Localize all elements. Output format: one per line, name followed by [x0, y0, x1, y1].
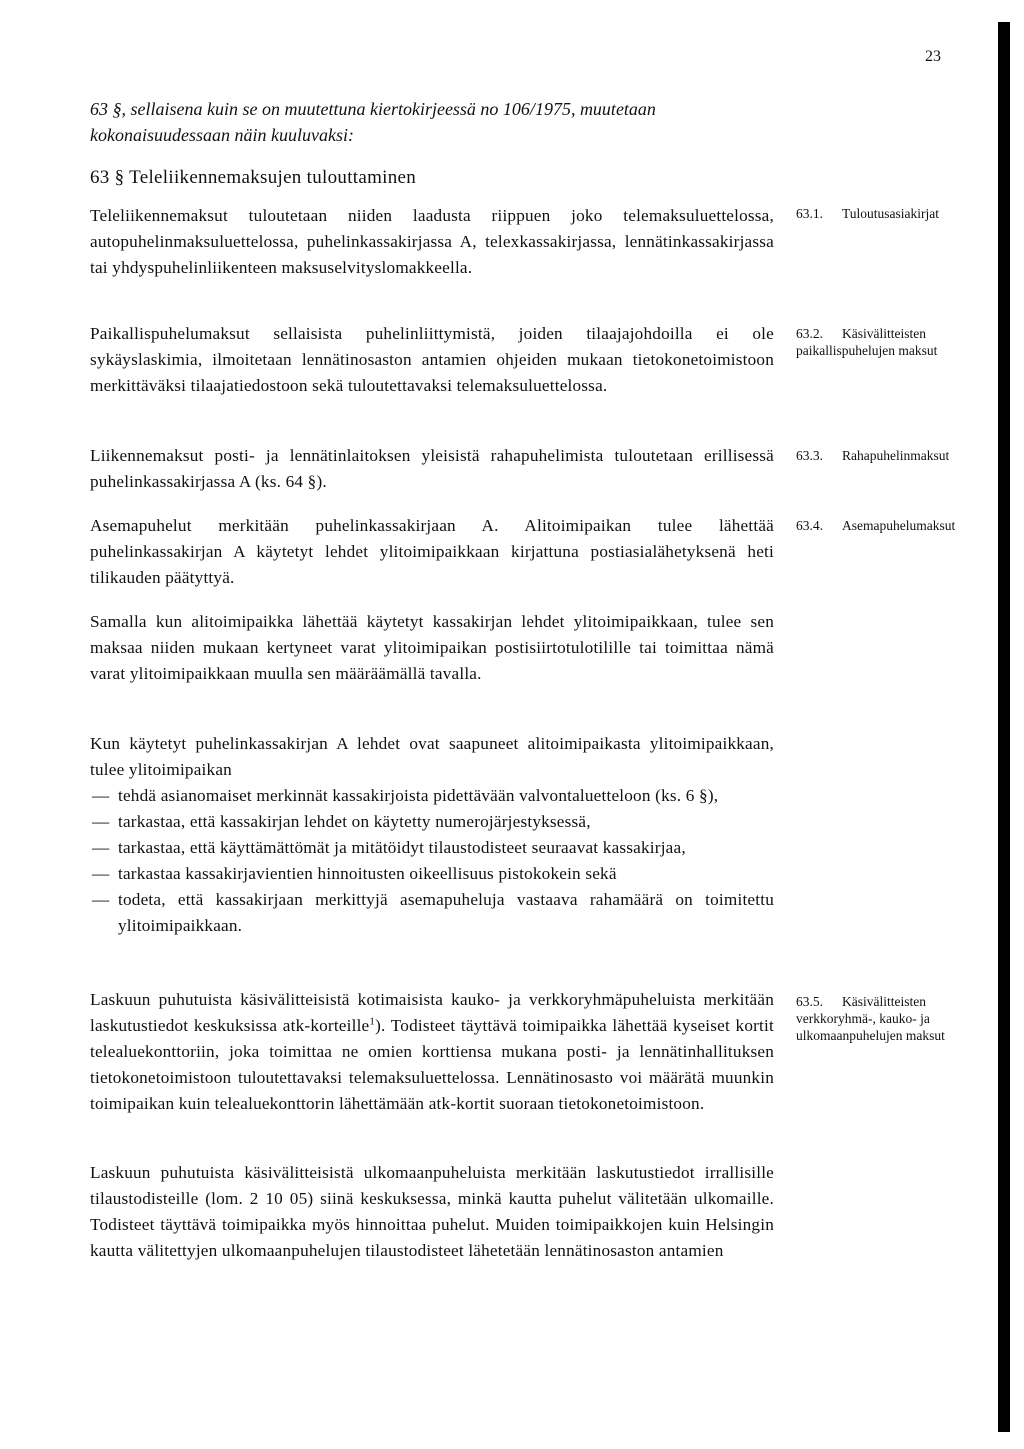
- paragraph-7: [90, 987, 774, 1117]
- dash-bullet: —: [92, 812, 110, 831]
- side-note-text: Asemapuhelumaksut: [842, 518, 956, 533]
- side-note-number: 63.3.: [796, 448, 823, 463]
- dash-bullet: —: [92, 838, 110, 857]
- paragraph-4: Asemapuhelut merkitään puhelinkassakirjaan A. Alitoimipaikan tulee lähettää puhelinkassakirjan A käytetyt lehdet ylitoimipaikkaan kirjattuna postiasialähetyksenä heti tilikauden päätyttyä.: [90, 516, 774, 587]
- list-item-text: tarkastaa kassakirjavientien hinnoitusten oikeellisuus pistokokein sekä: [118, 864, 617, 883]
- side-note-number: 63.5.: [796, 994, 823, 1009]
- list-item-text: tehdä asianomaiset merkinnät kassakirjoista pidettävään valvontaluetteloon (ks. 6 §),: [118, 786, 719, 805]
- list-item-text: tarkastaa, että kassakirjan lehdet on käytetty numerojärjestyksessä,: [118, 812, 591, 831]
- side-note-number: 63.1.: [796, 206, 823, 221]
- side-note: [796, 205, 961, 222]
- side-note-text: Käsivälitteisten paikallispuhelujen maksut: [796, 326, 938, 358]
- list-item: [90, 861, 774, 887]
- section-heading: 63 § Teleliikennemaksujen tulouttaminen: [90, 167, 417, 188]
- dash-bullet: —: [92, 786, 110, 805]
- list-item-text: todeta, että kassakirjaan merkittyjä asemapuheluja vastaava rahamäärä on toimitettu ylitoimipaikkaan.: [118, 890, 774, 935]
- paragraph-2: Paikallispuhelumaksut sellaisista puhelinliittymistä, joiden tilaajajohdoilla ei ole sykäyslaskimia, ilmoitetaan lennätinosaston antamien ohjeiden mukaan tietokonetoimistoon merkittäväksi tilaajatiedostoon sekä tuloutettavaksi telemaksuluettelossa.: [90, 324, 774, 395]
- list-item-text: tarkastaa, että käyttämättömät ja mitätöidyt tilaustodisteet seuraavat kassakirjaa,: [118, 838, 686, 857]
- dash-bullet: —: [92, 890, 110, 909]
- side-note: [796, 517, 961, 534]
- paragraph-5: Samalla kun alitoimipaikka lähettää käytetyt kassakirjan lehdet ylitoimipaikkaan, tulee sen maksaa niiden mukaan kertyneet varat ylitoimipaikan postisiirtotulotilille tai toimittaa nämä varat ylitoimipaikkaan muulla sen määräämällä tavalla.: [90, 612, 774, 683]
- side-note: [796, 447, 961, 464]
- page-number: 23: [925, 48, 941, 65]
- paragraph-6-intro: Kun käytetyt puhelinkassakirjan A lehdet ovat saapuneet alitoimipaikasta ylitoimipaikkaan, tulee ylitoimipaikan: [90, 734, 774, 779]
- paragraph-6: [90, 731, 774, 939]
- list-item: [90, 809, 774, 835]
- side-note-number: 63.4.: [796, 518, 823, 533]
- paragraph-1: Teleliikennemaksut tuloutetaan niiden laadusta riippuen joko telemaksuluettelossa, autopuhelinmaksuluettelossa, puhelinkassakirjassa A, telexkassakirjassa, lennätinkassakirjassa tai yhdyspuhelinliikenteen maksuselvityslomakkeella.: [90, 206, 774, 277]
- side-note-number: 63.2.: [796, 326, 823, 341]
- side-note: [796, 325, 961, 359]
- paragraph-7-start: Laskuun puhutuista käsivälitteisistä kotimaisista kauko- ja verkkoryhmäpuheluista merkitään laskutustiedot keskuksissa atk-korteille: [90, 990, 774, 1035]
- footnote-marker: 1: [369, 1015, 376, 1028]
- paragraph-8: Laskuun puhutuista käsivälitteisistä ulkomaanpuheluista merkitään laskutustiedot irrallisille tilaustodisteille (lom. 2 10 05) siinä keskuksessa, minkä kautta puhelut välitetään ulkomaille. Todisteet täyttävä toimipaikka myös hinnoittaa puhelut. Muiden toimipaikkojen kuin Helsingin kautta välitettyjen ulkomaanpuhelujen tilaustodisteet lähetetään lennätinosaston antamien: [90, 1163, 774, 1260]
- check-list: [90, 783, 774, 939]
- side-note-text: Käsivälitteisten verkkoryhmä-, kauko- ja ulkomaanpuhelujen maksut: [796, 994, 945, 1043]
- side-note: [796, 993, 961, 1044]
- list-item: [90, 783, 774, 809]
- scan-edge-bar: [998, 22, 1010, 1432]
- side-note-text: Tuloutusasiakirjat: [842, 206, 940, 221]
- paragraph-7-end: ). Todisteet täyttävä toimipaikka lähettää kyseiset kortit telealuekonttoriin, joka toimittaa ne omien korttiensa mukana posti- ja lennätinhallituksen tietokonetoimistoon tuloutettavaksi telemaksuluettelossa. Lennätinosasto voi määrätä muunkin toimipaikan kuin telealuekonttorin lähettämään atk-kortit suoraan tietokonetoimistoon.: [90, 1016, 774, 1113]
- paragraph-3: Liikennemaksut posti- ja lennätinlaitoksen yleisistä rahapuhelimista tuloutetaan erillisessä puhelinkassakirjassa A (ks. 64 §).: [90, 446, 774, 491]
- list-item: [90, 887, 774, 939]
- dash-bullet: —: [92, 864, 110, 883]
- amendment-intro: 63 §, sellaisena kuin se on muutettuna kiertokirjeessä no 106/1975, muutetaan kokonaisuudessaan näin kuuluvaksi:: [90, 99, 656, 145]
- list-item: [90, 835, 774, 861]
- side-note-text: Rahapuhelinmaksut: [842, 448, 950, 463]
